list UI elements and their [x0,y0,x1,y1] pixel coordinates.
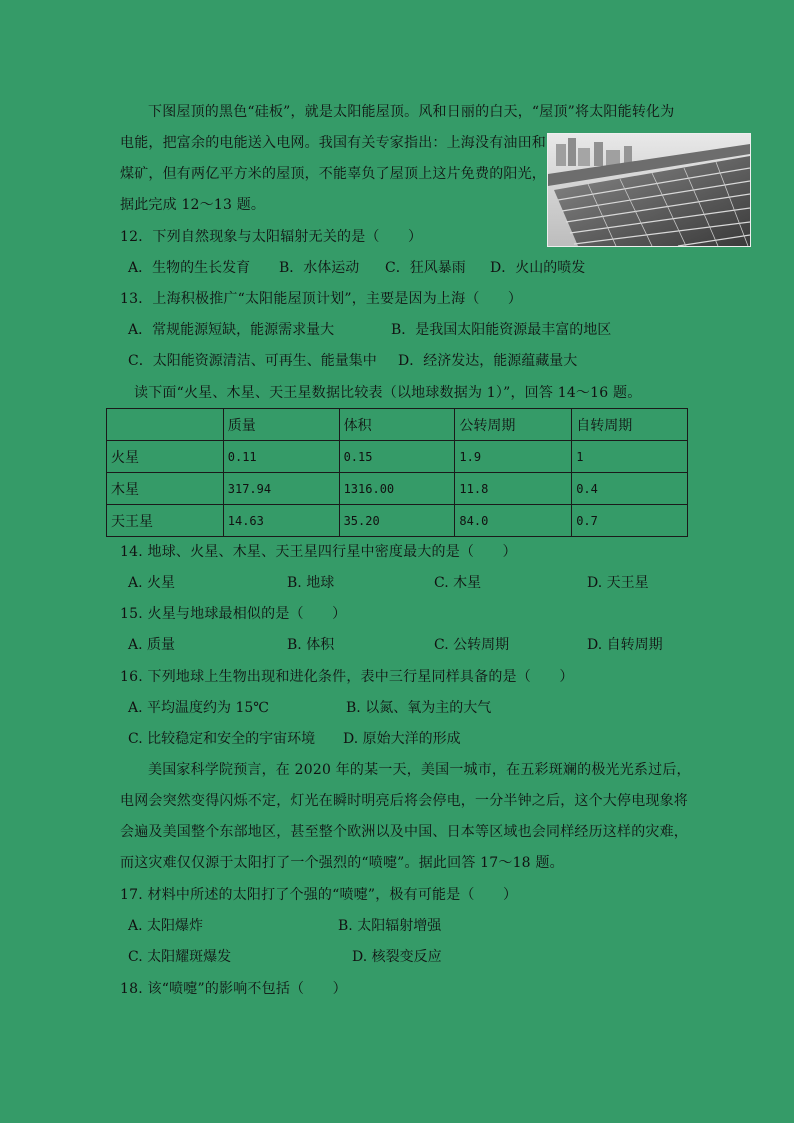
planet-name-cell: 火星 [107,441,224,473]
table-row [107,473,688,505]
q16-option-b[interactable]: B. 以氮、氧为主的大气 [346,700,492,716]
q12-option-b[interactable]: B．水体运动 [279,260,360,276]
q15-option-b[interactable]: B. 体积 [287,637,335,653]
q14-option-a[interactable]: A. 火星 [128,575,176,591]
volume-cell: 0.15 [339,441,455,473]
planet-name-cell: 天王星 [107,505,224,537]
q15-option-a[interactable]: A. 质量 [128,637,176,653]
q16-option-a[interactable]: A. 平均温度约为 15℃ [128,700,269,716]
solar-panel-illustration [548,134,750,246]
q16-option-c[interactable]: C. 比较稳定和安全的宇宙环境 [128,731,316,747]
header-cell: 质量 [223,409,339,441]
q12-stem: 12．下列自然现象与太阳辐射无关的是（ ） [120,229,423,245]
q16-stem: 16. 下列地球上生物出现和进化条件，表中三行星同样具备的是（ ） [120,669,574,685]
header-cell: 体积 [339,409,455,441]
orbital-period-cell: 84.0 [455,505,572,537]
table-row [107,505,688,537]
q18-stem: 18. 该“喷嚏”的影响不包括（ ） [120,981,347,997]
table-header-row [107,409,688,441]
planet-data-table [106,408,688,537]
passage1-line-1: 下图屋顶的黑色“硅板”，就是太阳能屋顶。风和日丽的白天，“屋顶”将太阳能转化为 [148,104,675,120]
passage1-line-2: 电能，把富余的电能送入电网。我国有关专家指出：上海没有油田和 [120,135,546,151]
q17-option-c[interactable]: C. 太阳耀斑爆发 [128,949,232,965]
q17-option-a[interactable]: A. 太阳爆炸 [128,918,204,934]
mass-cell: 0.11 [223,441,339,473]
rotation-period-cell: 0.4 [572,473,688,505]
volume-cell: 1316.00 [339,473,455,505]
q15-option-c[interactable]: C. 公转周期 [434,637,510,653]
volume-cell: 35.20 [339,505,455,537]
header-cell: 公转周期 [455,409,572,441]
passage2-line-2: 电网会突然变得闪烁不定，灯光在瞬时明亮后将会停电，一分半钟之后，这个大停电现象将 [120,793,688,809]
rotation-period-cell: 1 [572,441,688,473]
header-cell [107,409,224,441]
passage2-line-4: 而这灾难仅仅源于太阳打了一个强烈的“喷嚏”。据此回答 17～18 题。 [120,855,564,871]
q14-stem: 14. 地球、火星、木星、天王星四行星中密度最大的是（ ） [120,544,517,560]
q17-option-d[interactable]: D. 核裂变反应 [352,949,442,965]
q13-stem: 13．上海积极推广“太阳能屋顶计划”，主要是因为上海（ ） [120,291,523,307]
q15-stem: 15. 火星与地球最相似的是（ ） [120,606,347,622]
header-cell: 自转周期 [572,409,688,441]
q13-option-a[interactable]: A．常规能源短缺，能源需求量大 [128,322,335,338]
q13-option-c[interactable]: C．太阳能资源清洁、可再生、能量集中 [128,353,377,369]
q12-option-d[interactable]: D．火山的喷发 [490,260,586,276]
q14-option-d[interactable]: D. 天王星 [587,575,649,591]
q16-option-d[interactable]: D. 原始大洋的形成 [343,731,461,747]
mass-cell: 317.94 [223,473,339,505]
passage1-line-4: 据此完成 12～13 题。 [120,197,266,213]
q15-option-d[interactable]: D. 自转周期 [587,637,663,653]
q17-stem: 17. 材料中所述的太阳打了个强的“喷嚏”，极有可能是（ ） [120,887,518,903]
orbital-period-cell: 1.9 [455,441,572,473]
q13-option-b[interactable]: B．是我国太阳能资源最丰富的地区 [391,322,612,338]
orbital-period-cell: 11.8 [455,473,572,505]
planet-name-cell: 木星 [107,473,224,505]
q14-option-b[interactable]: B. 地球 [287,575,335,591]
q13-option-d[interactable]: D．经济发达，能源蕴藏量大 [398,353,578,369]
passage1-line-3: 煤矿，但有两亿平方米的屋顶，不能辜负了屋顶上这片免费的阳光， [120,166,546,182]
passage2-line-1: 美国家科学院预言，在 2020 年的某一天，美国一城市，在五彩斑斓的极光光系过后， [148,762,691,778]
passage2-line-3: 会遍及美国整个东部地区，甚至整个欧洲以及中国、日本等区域也会同样经历这样的灾难， [120,824,688,840]
q12-option-a[interactable]: A．生物的生长发育 [128,260,251,276]
q12-option-c[interactable]: C．狂风暴雨 [385,260,466,276]
solar-roof-photo [547,133,751,247]
q14-option-c[interactable]: C. 木星 [434,575,482,591]
rotation-period-cell: 0.7 [572,505,688,537]
table-row [107,441,688,473]
q17-option-b[interactable]: B. 太阳辐射增强 [338,918,442,934]
mass-cell: 14.63 [223,505,339,537]
table-intro: 读下面“火星、木星、天王星数据比较表（以地球数据为 1）”，回答 14～16 题。 [134,385,642,401]
